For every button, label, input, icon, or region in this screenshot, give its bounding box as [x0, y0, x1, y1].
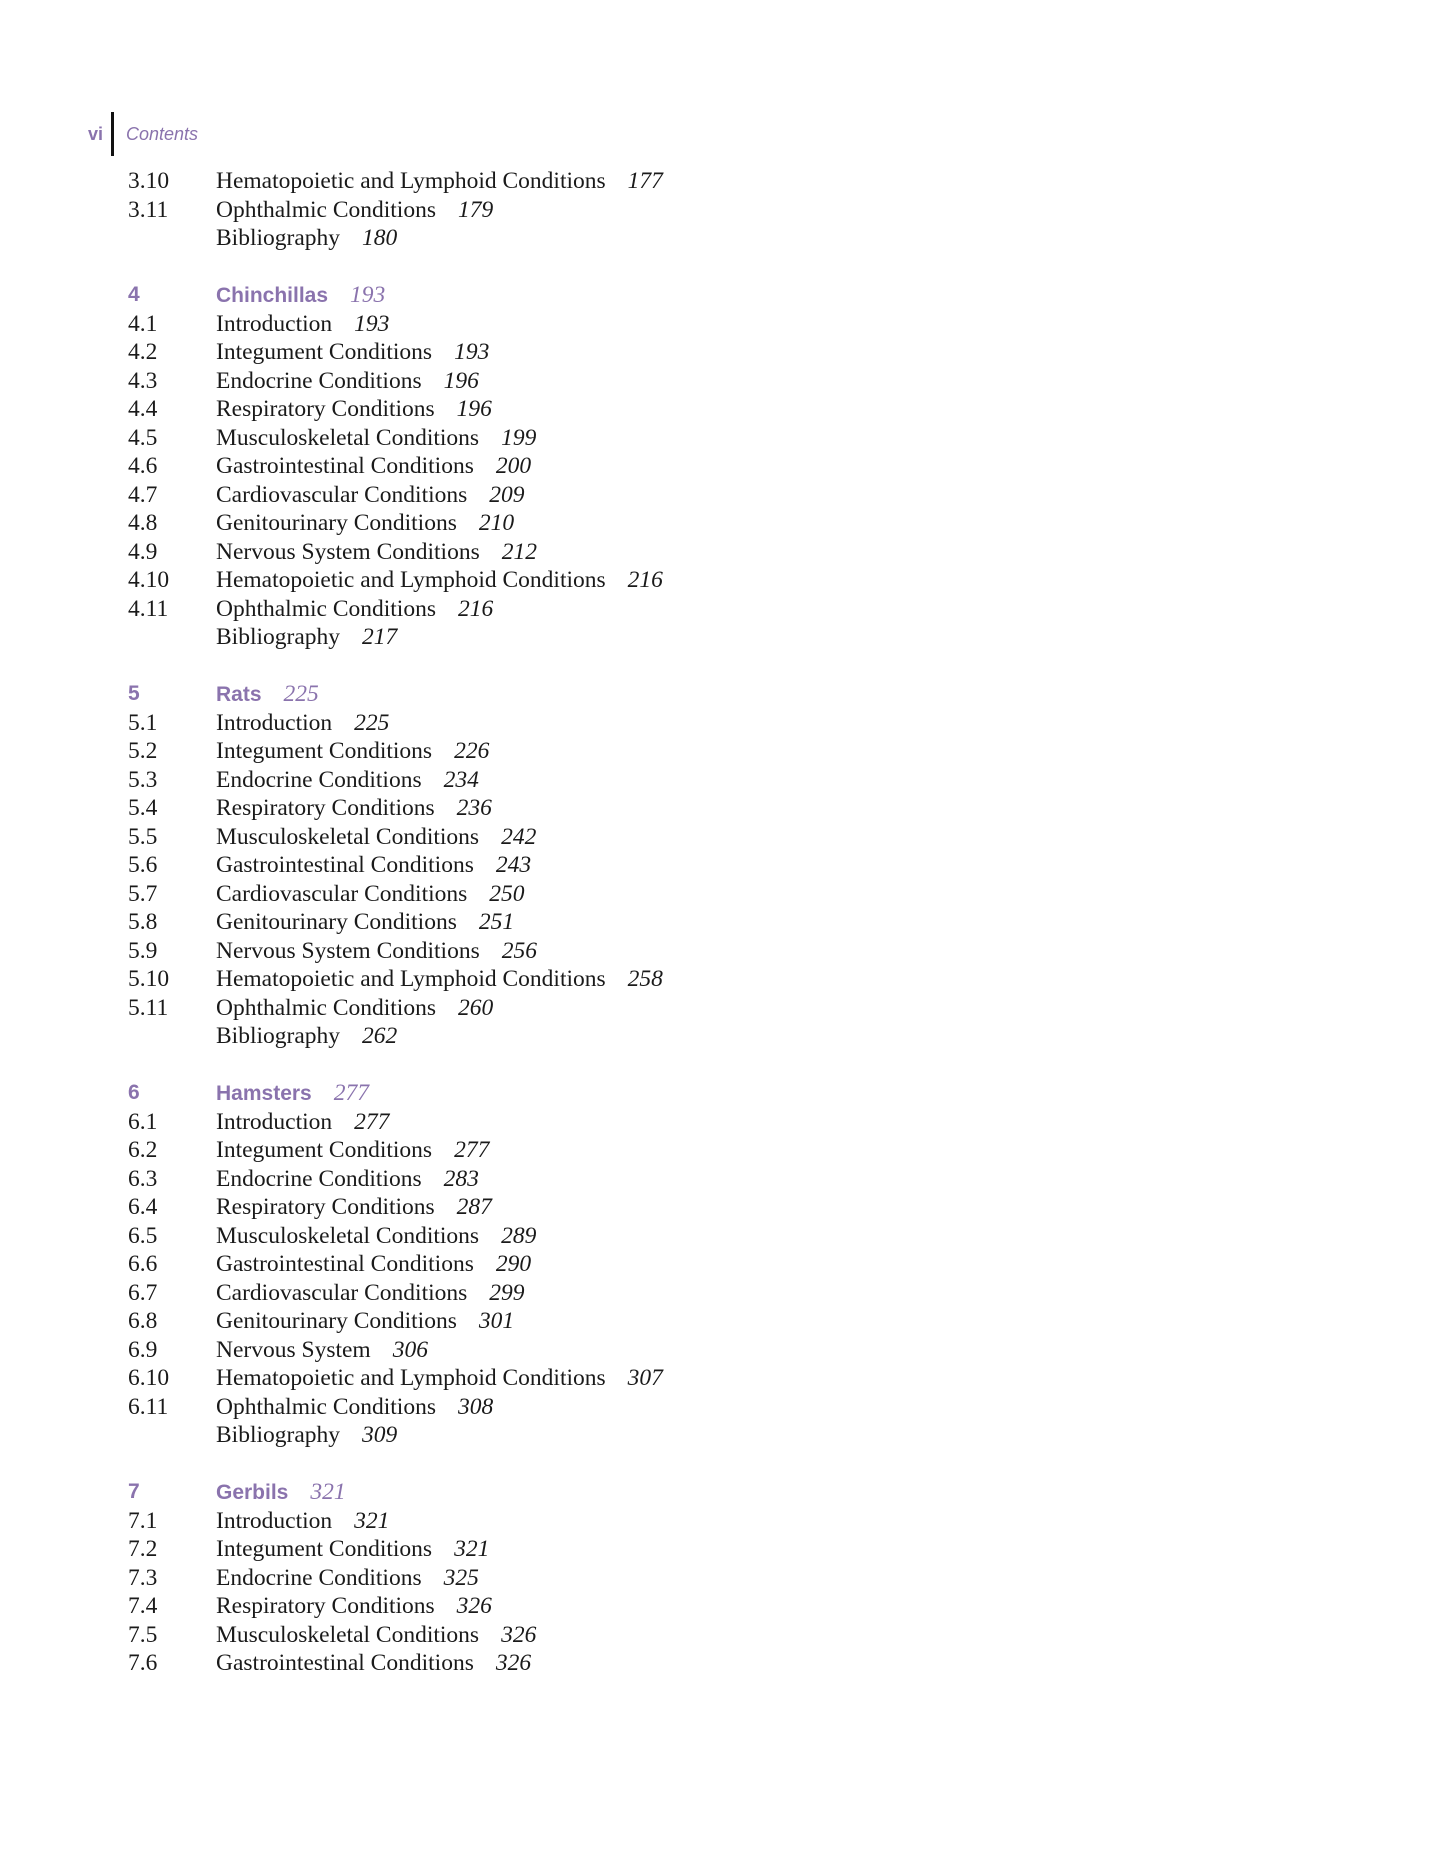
section-number: 6.11 [128, 1393, 169, 1420]
page-number: 308 [457, 1393, 494, 1420]
chapter-heading[interactable] [128, 680, 663, 709]
section-number: 5.1 [128, 709, 158, 736]
section-title: Integument Conditions [216, 738, 433, 764]
page-number: 326 [501, 1621, 537, 1648]
page-number: 321 [310, 1479, 346, 1505]
toc-entry[interactable] [128, 196, 663, 225]
page-number: 234 [443, 766, 479, 793]
toc-entry[interactable] [128, 1364, 663, 1393]
section-number [128, 623, 216, 652]
chapter-heading[interactable] [128, 281, 663, 310]
section-number: 4.1 [128, 310, 158, 337]
section-title: Genitourinary Conditions [216, 510, 457, 536]
section-title: Nervous System Conditions [216, 937, 480, 964]
section-number: 5 [128, 682, 140, 705]
section-number: 4.5 [128, 424, 158, 451]
section-number: 7.6 [128, 1650, 158, 1676]
section-number: 6.7 [128, 1279, 158, 1306]
page-number: 179 [457, 196, 494, 223]
section-title: Musculoskeletal Conditions [216, 424, 480, 451]
section-title: Musculoskeletal Conditions [216, 1222, 480, 1249]
section-title: Hematopoietic and Lymphoid Conditions [216, 966, 606, 992]
section-number: 3.11 [128, 196, 169, 223]
toc-entry[interactable] [128, 880, 663, 909]
toc-entry[interactable] [128, 794, 663, 823]
section-number: 5.3 [128, 766, 158, 793]
section-number: 5.2 [128, 738, 158, 764]
page-number: 210 [478, 510, 515, 536]
section-title: Ophthalmic Conditions [216, 1393, 436, 1420]
section-number: 4.8 [128, 510, 158, 536]
page-number: 216 [627, 567, 663, 593]
page-number: 326 [456, 1593, 492, 1619]
section-title: Cardiovascular Conditions [216, 880, 468, 907]
toc-entry[interactable] [128, 737, 663, 766]
section-number: 6.1 [128, 1108, 158, 1135]
section-number: 4.2 [128, 339, 158, 365]
page-number: 212 [501, 538, 537, 565]
section-title: Hematopoietic and Lymphoid Conditions [216, 1365, 606, 1391]
section-number: 6.5 [128, 1222, 158, 1249]
page-number: 236 [456, 795, 492, 821]
page-number: 225 [283, 681, 319, 707]
section-title: Gastrointestinal Conditions [216, 1251, 474, 1277]
page-number: 193 [354, 310, 390, 337]
toc-entry[interactable] [128, 1165, 663, 1194]
page-number: 177 [627, 168, 663, 194]
section-number: 5.4 [128, 795, 158, 821]
toc-entry[interactable] [128, 1507, 663, 1536]
chapter-heading[interactable] [128, 1079, 663, 1108]
section-number: 6.8 [128, 1308, 158, 1334]
page-number: 250 [489, 880, 525, 907]
section-number: 4.11 [128, 595, 169, 622]
toc-entry[interactable] [128, 1279, 663, 1308]
page-number: 196 [456, 396, 492, 422]
running-head [88, 112, 198, 156]
section-title: Introduction [216, 709, 333, 736]
page-number: 325 [443, 1564, 479, 1591]
section-title: Bibliography [216, 624, 341, 650]
section-title: Respiratory Conditions [216, 795, 435, 821]
section-number: 5.8 [128, 909, 158, 935]
toc-entry[interactable] [128, 1136, 663, 1165]
section-number: 4.7 [128, 481, 158, 508]
section-number: 4.9 [128, 538, 158, 565]
section-number: 6.2 [128, 1137, 158, 1163]
section-number [128, 224, 216, 253]
section-number: 6.4 [128, 1194, 158, 1220]
page-number: 216 [457, 595, 494, 622]
section-title: Integument Conditions [216, 339, 433, 365]
section-title: Hematopoietic and Lymphoid Conditions [216, 168, 606, 194]
section-number [128, 1421, 216, 1450]
section-number: 4.6 [128, 453, 158, 479]
page-number: 258 [627, 966, 663, 992]
section-number: 4 [128, 283, 140, 306]
section-title: Cardiovascular Conditions [216, 1279, 468, 1306]
section-title: Introduction [216, 310, 333, 337]
page-number: 243 [495, 852, 532, 878]
toc-entry[interactable] [128, 1535, 663, 1564]
section-title: Ophthalmic Conditions [216, 595, 436, 622]
toc-entry[interactable] [128, 595, 663, 624]
section-title: Endocrine Conditions [216, 367, 422, 394]
page-number: 326 [495, 1650, 532, 1676]
page-number: 242 [501, 823, 537, 850]
page-number: 209 [489, 481, 525, 508]
section-number: 5.10 [128, 966, 170, 992]
toc-entry[interactable] [128, 566, 663, 595]
section-number: 7.2 [128, 1536, 158, 1562]
section-title: Endocrine Conditions [216, 1165, 422, 1192]
toc-entry[interactable] [128, 367, 663, 396]
page-number: 225 [354, 709, 390, 736]
toc-entry[interactable] [128, 167, 663, 196]
section-number: 7.1 [128, 1507, 158, 1534]
page-number: 260 [457, 994, 494, 1021]
page-number: 262 [362, 1023, 398, 1049]
page-number: 256 [501, 937, 537, 964]
section-title: Rats [216, 683, 262, 706]
toc-entry[interactable] [128, 851, 663, 880]
section-number [128, 1022, 216, 1051]
toc-entry[interactable] [128, 1022, 663, 1051]
toc-entry[interactable] [128, 310, 663, 339]
page-number: 193 [454, 339, 490, 365]
section-title: Gastrointestinal Conditions [216, 453, 474, 479]
toc-entry[interactable] [128, 224, 663, 253]
page-number: 196 [443, 367, 479, 394]
page-number: 309 [362, 1422, 398, 1448]
section-title: Genitourinary Conditions [216, 909, 457, 935]
section-title: Introduction [216, 1108, 333, 1135]
page-number: 199 [501, 424, 537, 451]
section-title: Respiratory Conditions [216, 1593, 435, 1619]
toc-entry[interactable] [128, 1564, 663, 1593]
section-number: 6.10 [128, 1365, 170, 1391]
page-number: 306 [392, 1336, 428, 1363]
section-title: Hematopoietic and Lymphoid Conditions [216, 567, 606, 593]
section-number: 4.4 [128, 396, 158, 422]
section-number: 6.3 [128, 1165, 158, 1192]
section-number: 4.3 [128, 367, 158, 394]
toc-entry[interactable] [128, 538, 663, 567]
page-number: 193 [350, 282, 386, 308]
section-number: 5.9 [128, 937, 158, 964]
page-number: 301 [478, 1308, 515, 1334]
toc-entry[interactable] [128, 338, 663, 367]
page-number: 289 [501, 1222, 537, 1249]
section-title: Genitourinary Conditions [216, 1308, 457, 1334]
page-number: 290 [495, 1251, 532, 1277]
section-title: Musculoskeletal Conditions [216, 1621, 480, 1648]
section-title: Bibliography [216, 1023, 341, 1049]
page-number: 321 [354, 1507, 390, 1534]
page-folio: vi [88, 123, 104, 144]
section-title: Integument Conditions [216, 1536, 433, 1562]
toc-entry[interactable] [128, 1649, 663, 1678]
toc-entry[interactable] [128, 1222, 663, 1251]
section-number: 7.5 [128, 1621, 158, 1648]
section-title: Cardiovascular Conditions [216, 481, 468, 508]
section-title: Gastrointestinal Conditions [216, 1650, 474, 1676]
section-title: Musculoskeletal Conditions [216, 823, 480, 850]
section-number: 5.11 [128, 994, 169, 1021]
section-title: Gastrointestinal Conditions [216, 852, 474, 878]
toc-entry[interactable] [128, 424, 663, 453]
section-title: Integument Conditions [216, 1137, 433, 1163]
toc-entry[interactable] [128, 395, 663, 424]
page-number: 180 [362, 225, 398, 251]
section-number: 6.9 [128, 1336, 158, 1363]
page-number: 217 [362, 624, 398, 650]
section-number: 7.4 [128, 1593, 158, 1619]
page-number: 277 [333, 1080, 369, 1106]
section-title: Bibliography [216, 225, 341, 251]
toc-entry[interactable] [128, 1621, 663, 1650]
section-number: 7.3 [128, 1564, 158, 1591]
toc-entry[interactable] [128, 1108, 663, 1137]
section-title: Introduction [216, 1507, 333, 1534]
toc-entry[interactable] [128, 823, 663, 852]
page-number: 283 [443, 1165, 479, 1192]
section-number: 7 [128, 1480, 140, 1503]
section-title: Bibliography [216, 1422, 341, 1448]
page-number: 321 [454, 1536, 490, 1562]
toc-entry[interactable] [128, 1250, 663, 1279]
section-number: 5.6 [128, 852, 158, 878]
section-title: Respiratory Conditions [216, 1194, 435, 1220]
toc-entry[interactable] [128, 908, 663, 937]
section-number: 3.10 [128, 168, 170, 194]
section-number: 6 [128, 1081, 140, 1104]
toc-entry[interactable] [128, 1421, 663, 1450]
section-number: 5.7 [128, 880, 158, 907]
section-number: 4.10 [128, 567, 170, 593]
page-number: 200 [495, 453, 532, 479]
section-title: Gerbils [216, 1481, 289, 1504]
toc-entry[interactable] [128, 623, 663, 652]
section-title: Endocrine Conditions [216, 766, 422, 793]
table-of-contents [128, 167, 663, 1678]
toc-entry[interactable] [128, 994, 663, 1023]
toc-entry[interactable] [128, 1336, 663, 1365]
page-number: 277 [454, 1137, 490, 1163]
page-number: 307 [627, 1365, 663, 1391]
chapter-heading[interactable] [128, 1478, 663, 1507]
toc-entry[interactable] [128, 1592, 663, 1621]
page-number: 299 [489, 1279, 525, 1306]
section-title: Respiratory Conditions [216, 396, 435, 422]
section-title: Nervous System [216, 1336, 371, 1363]
toc-entry[interactable] [128, 509, 663, 538]
section-title: Chinchillas [216, 284, 329, 307]
toc-entry[interactable] [128, 481, 663, 510]
section-title: Ophthalmic Conditions [216, 196, 436, 223]
running-head-title: Contents [126, 123, 199, 144]
section-title: Ophthalmic Conditions [216, 994, 436, 1021]
page-number: 226 [454, 738, 490, 764]
toc-entry[interactable] [128, 937, 663, 966]
toc-entry[interactable] [128, 709, 663, 738]
toc-entry[interactable] [128, 965, 663, 994]
toc-entry[interactable] [128, 766, 663, 795]
section-title: Endocrine Conditions [216, 1564, 422, 1591]
toc-entry[interactable] [128, 1307, 663, 1336]
section-title: Nervous System Conditions [216, 538, 480, 565]
toc-entry[interactable] [128, 452, 663, 481]
section-number: 6.6 [128, 1251, 158, 1277]
page-number: 277 [354, 1108, 390, 1135]
section-number: 5.5 [128, 823, 158, 850]
page-number: 287 [456, 1194, 492, 1220]
section-title: Hamsters [216, 1082, 312, 1105]
toc-entry[interactable] [128, 1393, 663, 1422]
page-number: 251 [478, 909, 515, 935]
toc-entry[interactable] [128, 1193, 663, 1222]
